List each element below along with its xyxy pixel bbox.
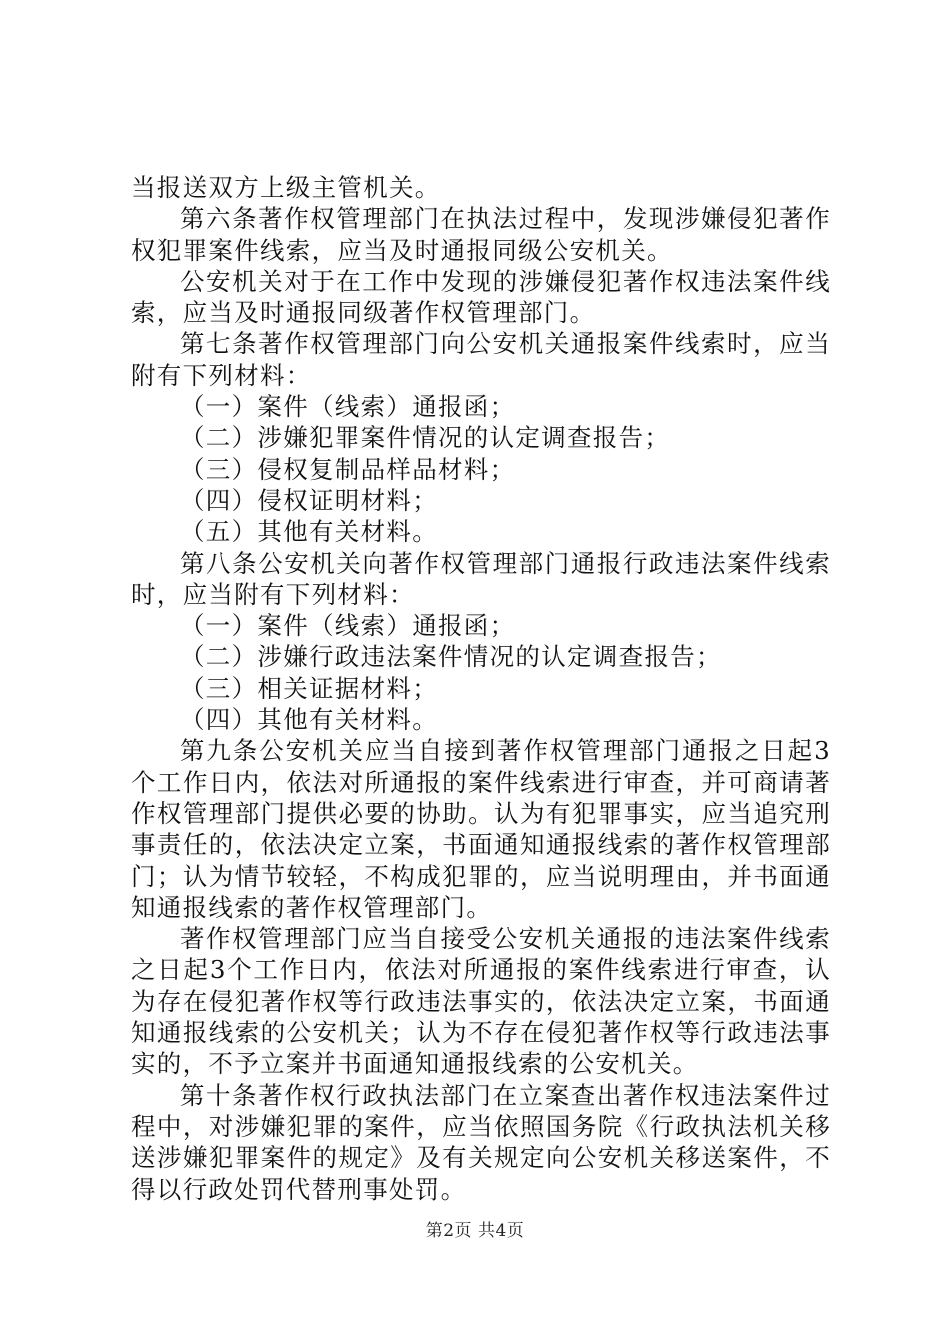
list-item: （二）涉嫌行政违法案件情况的认定调查报告； <box>180 642 722 672</box>
document-body <box>131 172 831 1205</box>
list-item: （三）相关证据材料； <box>180 673 438 703</box>
paragraph: 当报送双方上级主管机关。 <box>131 173 441 202</box>
paragraph: 第十条著作权行政执法部门在立案查出著作权违法案件过程中，对涉嫌犯罪的案件，应当依照国务院《行政执法机关移送涉嫌犯罪案件的规定》及有关规定向公安机关移送案件，不得以行政处罚代替刑事处罚。 <box>131 1080 831 1204</box>
list-item: （一）案件（线索）通报函； <box>180 611 516 641</box>
paragraph: 著作权管理部门应当自接受公安机关通报的违法案件线索之日起3个工作日内，依法对所通报的案件线索进行审查，认为存在侵犯著作权等行政违法事实的，依法决定立案，书面通知通报线索的公安机关；认为不存在侵犯著作权等行政违法事实的，不予立案并书面通知通报线索的公安机关。 <box>131 924 831 1079</box>
page-number-footer: 第2页 共4页 <box>425 1221 525 1241</box>
paragraph: 第八条公安机关向著作权管理部门通报行政违法案件线索时，应当附有下列材料： <box>131 548 831 609</box>
list-item: （三）侵权复制品样品材料； <box>180 454 516 484</box>
paragraph: 第七条著作权管理部门向公安机关通报案件线索时，应当附有下列材料： <box>131 329 831 390</box>
list-item: （一）案件（线索）通报函； <box>180 392 516 422</box>
paragraph: 第六条著作权管理部门在执法过程中，发现涉嫌侵犯著作权犯罪案件线索，应当及时通报同级公安机关。 <box>131 204 831 265</box>
list-item: （二）涉嫌犯罪案件情况的认定调查报告； <box>180 423 671 453</box>
paragraph: 第九条公安机关应当自接到著作权管理部门通报之日起3个工作日内，依法对所通报的案件线索进行审查，并可商请著作权管理部门提供必要的协助。认为有犯罪事实，应当追究刑事责任的，依法决定立案，书面通知通报线索的著作权管理部门；认为情节较轻，不构成犯罪的，应当说明理由，并书面通知通报线索的著作权管理部门。 <box>131 736 831 922</box>
list-item: （四）其他有关材料。 <box>180 705 438 735</box>
list-item: （四）侵权证明材料； <box>180 485 438 515</box>
paragraph: 公安机关对于在工作中发现的涉嫌侵犯著作权违法案件线索，应当及时通报同级著作权管理部门。 <box>131 266 831 328</box>
list-item: （五）其他有关材料。 <box>180 517 438 547</box>
